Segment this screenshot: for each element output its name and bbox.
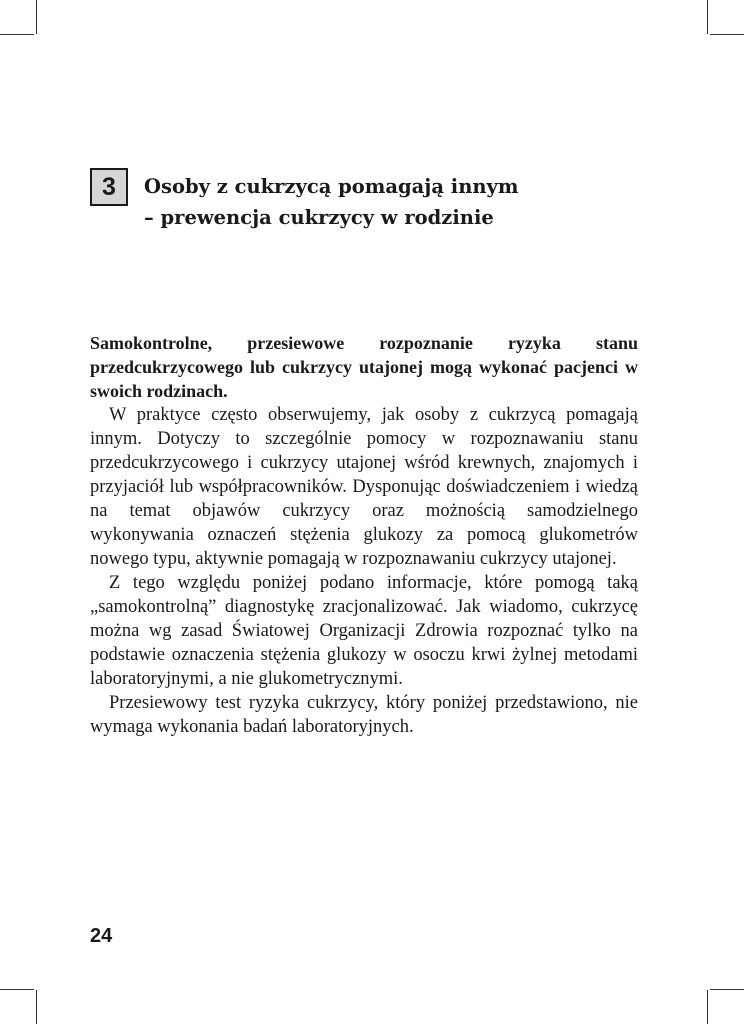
chapter-number-box bbox=[90, 168, 128, 206]
crop-mark-bottom-right-h bbox=[710, 989, 744, 990]
lead-paragraph: Samokontrolne, przesiewowe rozpoznanie ryzyka stanu przedcukrzycowego lub cukrzycy utajonej mogą wykonać pacjenci w swoich rodzinach. bbox=[90, 333, 638, 401]
crop-mark-top-right-h bbox=[710, 34, 744, 35]
crop-mark-top-left-h bbox=[0, 34, 34, 35]
crop-mark-top-right bbox=[707, 0, 708, 34]
crop-mark-bottom-right bbox=[707, 990, 708, 1024]
paragraph-3: Przesiewowy test ryzyka cukrzycy, który poniżej przedstawiono, nie wymaga wykonania badań laboratoryjnych. bbox=[90, 693, 638, 737]
crop-mark-bottom-left-h bbox=[0, 989, 34, 990]
chapter-title-line-2: – prewencja cukrzycy w rodzinie bbox=[144, 206, 494, 229]
chapter-number: 3 bbox=[102, 172, 116, 201]
body-text bbox=[90, 331, 638, 739]
page-number: 24 bbox=[90, 925, 113, 947]
paragraph-1: W praktyce często obserwujemy, jak osoby z cukrzycą pomagają innym. Dotyczy to szczególnie pomocy w rozpoznawaniu stanu przedcukrzycowego i cukrzycy utajonej wśród krewnych, znajomych i przyjaciół lub współpracowników. Dysponując doświadczeniem i wiedzą na temat objawów cukrzycy oraz możnością samodzielnego wykonywania oznaczeń stężenia glukozy za pomocą glukometrów nowego typu, aktywnie pomagają w rozpoznawaniu cukrzycy utajonej. bbox=[90, 405, 638, 569]
crop-mark-bottom-left bbox=[36, 990, 37, 1024]
chapter-title-line-1: Osoby z cukrzycą pomagają innym bbox=[144, 175, 519, 198]
chapter-title bbox=[144, 171, 664, 233]
paragraph-2: Z tego względu poniżej podano informacje, które pomogą taką „samokontrolną” diagnostykę zracjonalizować. Jak wiadomo, cukrzycę można wg zasad Światowej Organizacji Zdrowia rozpoznać tylko na podstawie oznaczenia stężenia glukozy w osoczu krwi żylnej metodami laboratoryjnymi, a nie glukometrycznymi. bbox=[90, 573, 638, 689]
crop-mark-top-left bbox=[36, 0, 37, 34]
